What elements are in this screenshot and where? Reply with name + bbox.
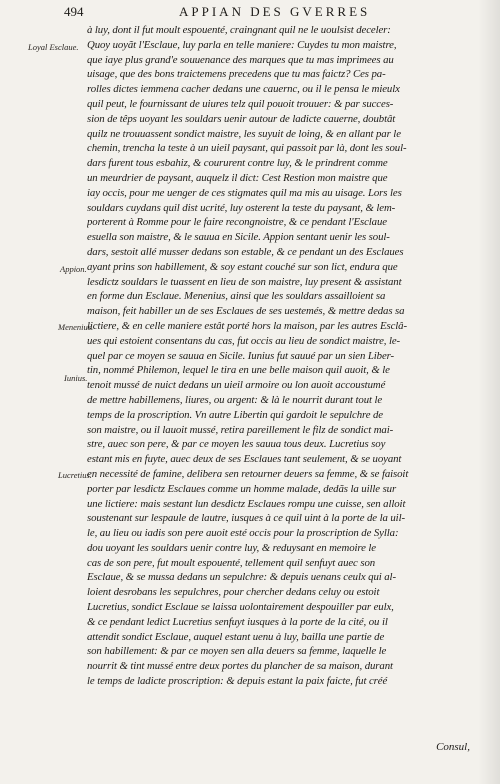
text-line: sion de têps uoyant les souldars uenir autour de ladicte cauerne, doubtât — [87, 112, 396, 125]
text-line: soustenant sur lespaule de lautre, iusques à ce quil uint à la porte de la uil- — [87, 512, 405, 525]
page-number: 494 — [64, 4, 84, 19]
catchword: Consul, — [436, 741, 470, 753]
margin-note-lucretius: Lucretius. — [58, 470, 92, 480]
text-line: en forme dun Esclaue. Menenius, ainsi que les souldars assailloient sa — [87, 290, 386, 303]
text-line: & ce pendant ledict Lucretius senfuyt iusques à la porte de la cité, ou il — [87, 615, 388, 628]
body-text — [87, 23, 489, 743]
text-line: quel par ce moyen se sauua en Sicile. Iunius fut sauué par un sien Liber- — [87, 349, 395, 362]
text-line: quilz ne trouuassent sondict maistre, les suyuit de loing, & en allant par le — [87, 127, 401, 140]
text-line: dou uoyant les souldars uenir contre luy, & reduysant en memoire le — [87, 541, 376, 554]
text-line: esuella son maistre, & le sauua en Sicile. Appion sentant uenir les soul- — [87, 231, 390, 244]
text-line: le, au lieu ou iadis son pere auoit esté occis pour la proscription de Sylla: — [87, 527, 399, 540]
text-line: de mettre habillemens, liures, ou argent: & là le nourrit durant tout le — [87, 393, 383, 406]
text-line: ues qui estoient consentans du cas, fut occis au lieu de sondict maistre, le- — [87, 334, 401, 347]
margin-notes — [0, 0, 94, 784]
text-line: que iaye plus grand'e souuenance des marques que tu mas imprimees au — [87, 53, 394, 66]
text-line: cas de son pere, fut moult espouenté, tellement quil senfuyt auec son — [87, 556, 376, 569]
text-line: en necessité de famine, delibera sen retourner deuers sa femme, & se faisoit — [87, 467, 409, 480]
text-line: tin, nommé Philemon, lequel le tira en une belle maison quil auoit, & le — [87, 364, 390, 377]
running-head: APPIAN DES GVERRES — [179, 4, 371, 19]
text-line: attendit sondict Esclaue, auquel estant uenu à luy, bailla une partie de — [87, 630, 385, 643]
text-line: son maistre, ou il lauoit mussé, retira pareillement le filz de sondict mai- — [87, 423, 394, 436]
text-line: dars furent tous esbahiz, & coururent contre luy, & le prindrent comme — [87, 157, 388, 170]
text-line: souldars cuydans quil dist ucrité, luy osterent la teste du paysant, & lem- — [87, 201, 396, 214]
margin-note-loyal-esclave: Loyal Esclaue. — [28, 42, 79, 52]
text-line: porterent à Romme pour le faire recongnoistre, & ce pendant l'Esclaue — [87, 216, 387, 229]
text-line: Quoy uoyãt l'Esclaue, luy parla en telle maniere: Cuydes tu mon maistre, — [87, 38, 397, 51]
margin-note-iunius: Iunius. — [64, 373, 88, 383]
text-line: uisage, que des bons traictemens precedens que tu mas faictz? Ces pa- — [87, 68, 386, 81]
text-line: Lucretius, sondict Esclaue se laissa uolontairement despouiller par eulx, — [87, 601, 394, 614]
text-line: à luy, dont il fut moult espouenté, craingnant quil ne le uoulsist deceler: — [87, 24, 391, 36]
text-line: rolles dictes iemmena cacher dedans une cauernc, ou il le pensa le mieulx — [87, 83, 400, 96]
text-line: stre, auec son pere, & par ce moyen les sauua tous deux. Lucretius soy — [87, 438, 386, 451]
text-line: dars, sestoit allé musser dedans son estable, & ce pendant un des Esclaues — [87, 245, 404, 258]
text-line: nourrit & tint mussé entre deux portes du plancher de sa maison, durant — [87, 660, 393, 673]
text-line: ayant prins son habillement, & soy estant couché sur son lict, endura que — [87, 260, 398, 273]
text-line: lictiere, & en celle maniere estât porté hors la maison, par les autres Esclâ- — [87, 319, 407, 332]
text-line: estant mis en fuyte, auec deux de ses Esclaues tant seulement, & se uoyant — [87, 453, 402, 466]
text-line: maison, feit habiller un de ses Esclaues de ses uestemés, & mettre dedas sa — [87, 305, 405, 318]
text-line: une lictiere: mais sestant lun desdictz Esclaues rompu une cuisse, sen alloit — [87, 497, 406, 510]
text-line: son habillement: & par ce moyen sen alla deuers sa femme, laquelle le — [87, 645, 387, 658]
margin-note-menenius: Menenius. — [58, 322, 94, 332]
text-line: tenoit mussé de nuict dedans un uieil armoire ou lon auoit accoustumé — [87, 379, 386, 392]
page-header — [64, 4, 494, 24]
text-line: le temps de ladicte proscription: & depuis estant la paix faicte, fut créé — [87, 675, 388, 688]
text-line: un meurdrier de paysant, auquelz il dict: Cest Restion mon maistre que — [87, 171, 388, 184]
text-line: Esclaue, & se mussa dedans un sepulchre: & depuis uenans ceulx qui al- — [87, 571, 396, 584]
text-line: chemin, trencha la teste à un uieil paysant, qui passoit par là, dont les soul- — [87, 142, 407, 155]
text-line: temps de la proscription. Vn autre Libertin qui gardoit le sepulchre de — [87, 408, 383, 421]
text-line: porter par lesdictz Esclaues comme un homme malade, dedãs la uille sur — [87, 482, 397, 495]
text-line: iay occis, pour me uenger de ces stigmates quil ma mis au uisage. Lors les — [87, 186, 402, 199]
text-line: loient desrobans les sepulchres, pour chercher dedans celuy ou estoit — [87, 586, 380, 599]
text-line: quil peut, le fournissant de uiures telz quil pouoit trouuer: & par succes- — [87, 97, 394, 110]
margin-note-appion: Appion. — [60, 264, 87, 274]
text-line: lesdictz souldars le tuassent en lieu de son maistre, luy present & assistant — [87, 275, 402, 288]
